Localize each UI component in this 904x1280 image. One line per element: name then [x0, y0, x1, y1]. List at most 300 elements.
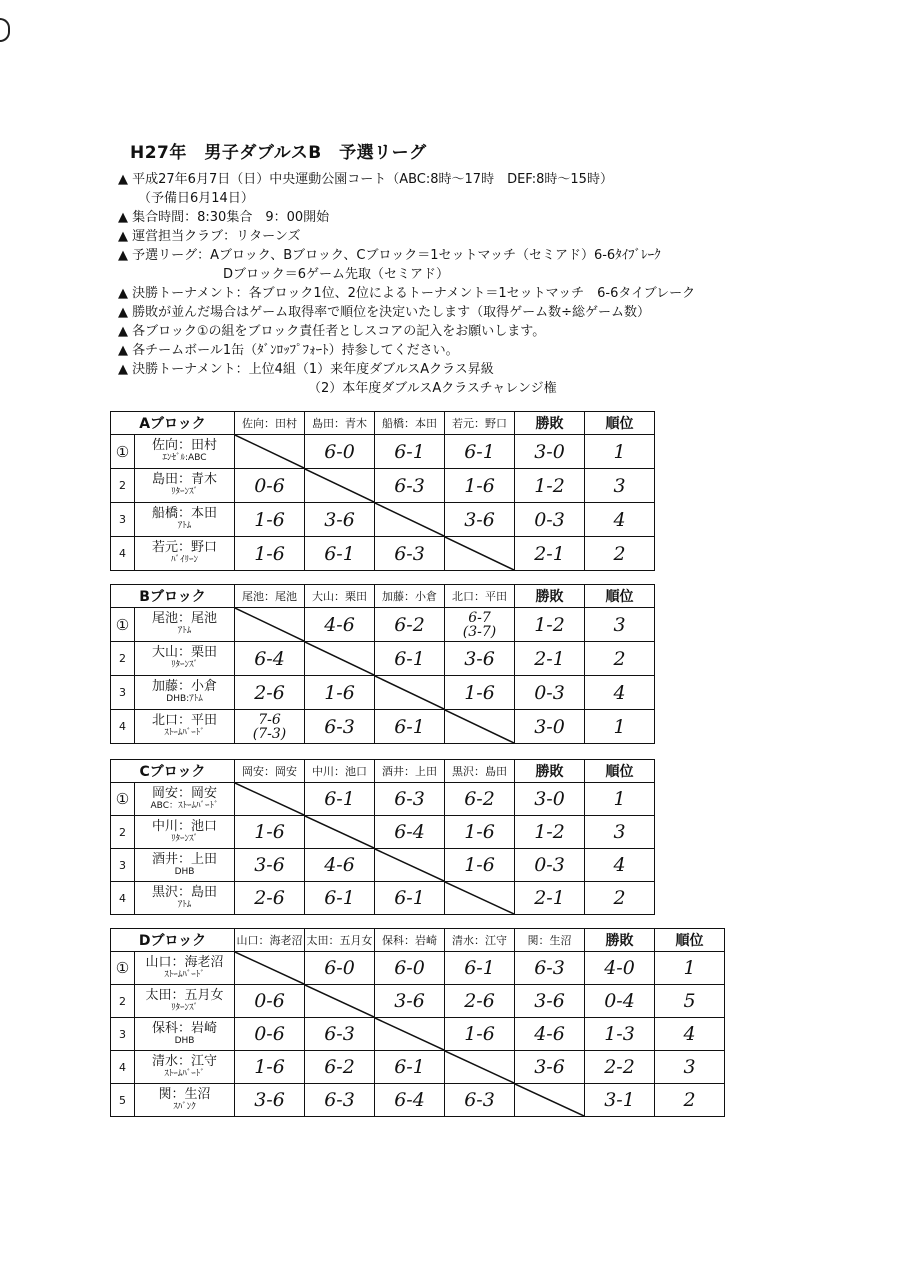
- diagonal-line: [445, 537, 514, 570]
- note-line: ▲ 決勝トーナメント：上位4組（1）来年度ダブルスAクラス昇級: [118, 362, 494, 377]
- score-value: 6-2: [464, 788, 495, 810]
- score-cell: [305, 783, 375, 816]
- score-cell: [515, 985, 585, 1018]
- pair-row: [111, 816, 655, 849]
- diagonal-line: [235, 783, 304, 815]
- score-cell: [235, 882, 305, 915]
- score-value: 6-1: [464, 440, 495, 463]
- pair-number: 5: [111, 1084, 135, 1117]
- score-cell: [445, 642, 515, 676]
- win-loss-value: 1-2: [515, 608, 585, 642]
- note-line: ▲ 予選リーグ：Aブロック、Bブロック、Cブロック＝1セットマッチ（セミアド）6-6ﾀｲﾌﾞﾚｰｸ: [118, 248, 661, 263]
- score-value: 1-6: [254, 821, 285, 843]
- pair-number: 4: [111, 882, 135, 915]
- pair-cell: [135, 537, 235, 571]
- win-loss-value: 3-0: [515, 710, 585, 744]
- note-line: ▲ 勝敗が並んだ場合はゲーム取得率で順位を決定いたします（取得ゲーム数÷総ゲーム数）: [118, 305, 651, 320]
- score-cell: [515, 1051, 585, 1084]
- score-value: 3-6: [394, 990, 425, 1012]
- score-cell: [445, 608, 515, 642]
- win-loss-value: 3-0: [515, 435, 585, 469]
- pair-club: DHB: [174, 1035, 195, 1046]
- block-name: Dブロック: [111, 929, 235, 952]
- self-match-cell: [235, 608, 305, 642]
- score-value: 6-0: [324, 440, 355, 463]
- self-match-cell: [375, 503, 445, 537]
- score-cell: [445, 816, 515, 849]
- win-loss-header: 勝敗: [585, 929, 655, 952]
- win-loss-value: 3-1: [585, 1084, 655, 1117]
- score-value: 2-6: [254, 681, 285, 704]
- rank-value: 2: [585, 537, 655, 571]
- pair-number: 2: [111, 816, 135, 849]
- pair-club: ｱﾄﾑ: [177, 626, 192, 636]
- pair-names: 尾池：尾池: [151, 611, 217, 626]
- pair-names: 保科：岩崎: [151, 1020, 217, 1036]
- score-cell: [235, 1051, 305, 1084]
- block-header-row: [111, 929, 795, 952]
- self-match-cell: [445, 882, 515, 915]
- pair-club: ｱﾄﾑ: [177, 521, 192, 531]
- score-value: 3-6: [254, 1089, 285, 1111]
- pair-row: [111, 1051, 795, 1084]
- diagonal-line: [445, 882, 514, 914]
- score-cell: [305, 503, 375, 537]
- score-value: 0-6: [254, 1023, 285, 1045]
- rank-value: 4: [585, 849, 655, 882]
- rank-value: 5: [655, 985, 725, 1018]
- pair-row: [111, 1018, 795, 1051]
- score-value: 6-3: [394, 474, 425, 497]
- note-line: ▲ 決勝トーナメント：各ブロック1位、2位によるトーナメント＝1セットマッチ 6-6タイブレーク: [118, 286, 696, 301]
- self-match-cell: [235, 783, 305, 816]
- pair-names: 大山：栗田: [151, 645, 217, 660]
- pair-number: 2: [111, 642, 135, 676]
- opponent-column-header: 佐向：田村: [235, 412, 305, 435]
- score-cell: [445, 435, 515, 469]
- score-value: 2-6: [254, 887, 285, 909]
- score-value: 6-1: [394, 887, 425, 909]
- score-cell: [445, 952, 515, 985]
- diagonal-line: [375, 676, 444, 709]
- win-loss-value: 2-1: [515, 537, 585, 571]
- pair-club: ｴﾝｾﾞﾙ:ABC: [162, 453, 207, 463]
- rank-value: 1: [655, 952, 725, 985]
- score-value: 1-6: [464, 854, 495, 876]
- score-cell: [235, 537, 305, 571]
- pair-names: 関：生沼: [158, 1086, 211, 1102]
- pair-number: 3: [111, 1018, 135, 1051]
- opponent-column-header: 船橋：本田: [375, 412, 445, 435]
- score-cell: [235, 1084, 305, 1117]
- block-header-row: [111, 412, 655, 435]
- win-loss-value: 3-0: [515, 783, 585, 816]
- block-name: Bブロック: [111, 585, 235, 608]
- pair-row: [111, 469, 655, 503]
- self-match-cell: [235, 435, 305, 469]
- score-value: 6-3: [324, 1089, 355, 1111]
- diagonal-line: [375, 503, 444, 536]
- score-value: 7-6: [258, 711, 281, 728]
- win-loss-value: 2-1: [515, 882, 585, 915]
- score-value: 1-6: [464, 474, 495, 497]
- score-value: 6-4: [254, 647, 285, 670]
- pair-names: 山口：海老沼: [145, 954, 224, 970]
- score-value: 4-6: [534, 1023, 565, 1045]
- score-cell: [445, 469, 515, 503]
- opponent-column-header: 加藤：小倉: [375, 585, 445, 608]
- pair-names: 佐向：田村: [151, 438, 217, 453]
- self-match-cell: [515, 1084, 585, 1117]
- score-cell: [305, 537, 375, 571]
- pair-cell: [135, 435, 235, 469]
- score-cell: [305, 952, 375, 985]
- self-match-cell: [305, 985, 375, 1018]
- score-value: 6-3: [464, 1089, 495, 1111]
- opponent-column-header: 太田：五月女: [305, 929, 375, 952]
- opponent-column-header: 保科：岩崎: [375, 929, 445, 952]
- diagonal-line: [375, 1018, 444, 1050]
- score-cell: [375, 783, 445, 816]
- score-value: 6-1: [394, 440, 425, 463]
- score-value: 6-1: [464, 957, 495, 979]
- score-value: 1-6: [464, 681, 495, 704]
- pair-number: 3: [111, 503, 135, 537]
- pair-cell: [135, 642, 235, 676]
- note-line: （2）本年度ダブルスAクラスチャレンジ権: [308, 381, 557, 396]
- score-cell: [515, 1018, 585, 1051]
- win-loss-value: 2-2: [585, 1051, 655, 1084]
- self-match-cell: [305, 469, 375, 503]
- pair-number: 3: [111, 676, 135, 710]
- score-cell: [445, 1084, 515, 1117]
- score-value: 6-0: [394, 957, 425, 979]
- score-value: 6-3: [534, 957, 565, 979]
- score-cell: [235, 676, 305, 710]
- opponent-column-header: 黒沢：島田: [445, 760, 515, 783]
- pair-number: 4: [111, 537, 135, 571]
- win-loss-value: 4-0: [585, 952, 655, 985]
- pair-club: ﾘﾀｰﾝｽﾞ: [170, 1002, 198, 1013]
- score-cell: [375, 1084, 445, 1117]
- opponent-column-header: 清水：江守: [445, 929, 515, 952]
- opponent-column-header: 尾池：尾池: [235, 585, 305, 608]
- pair-row: [111, 642, 655, 676]
- pair-cell: [135, 952, 235, 985]
- pair-cell: [135, 676, 235, 710]
- pair-names: 酒井：上田: [151, 851, 217, 867]
- score-cell: [445, 783, 515, 816]
- opponent-column-header: 酒井：上田: [375, 760, 445, 783]
- pair-club: ﾘﾀｰﾝｽﾞ: [170, 660, 198, 670]
- note-line: ▲ 集合時間：8:30集合 9：00開始: [118, 210, 330, 225]
- win-loss-value: 0-3: [515, 503, 585, 537]
- block-table: [110, 584, 655, 744]
- pair-club: ｽﾄｰﾑﾊﾞｰﾄﾞ: [164, 728, 205, 738]
- pair-cell: [135, 710, 235, 744]
- block-name: Aブロック: [111, 412, 235, 435]
- score-cell: [235, 1018, 305, 1051]
- diagonal-line: [305, 985, 374, 1017]
- score-cell: [235, 816, 305, 849]
- rank-value: 4: [655, 1018, 725, 1051]
- pair-row: [111, 537, 655, 571]
- rank-value: 4: [585, 676, 655, 710]
- score-cell: [235, 985, 305, 1018]
- self-match-cell: [375, 849, 445, 882]
- pair-names: 加藤：小倉: [151, 679, 217, 694]
- score-value: 1-6: [464, 821, 495, 843]
- pair-club: ｽﾄｰﾑﾊﾞｰﾄﾞ: [164, 969, 205, 980]
- block-header-row: [111, 585, 655, 608]
- opponent-column-header: 中川：池口: [305, 760, 375, 783]
- score-cell: [305, 710, 375, 744]
- pair-cell: [135, 1051, 235, 1084]
- pair-names: 北口：平田: [151, 713, 217, 728]
- score-value: 6-7: [468, 609, 491, 626]
- score-value: 3-6: [464, 647, 495, 670]
- pair-row: [111, 783, 655, 816]
- score-value: 0-6: [254, 474, 285, 497]
- block-table: [110, 759, 655, 915]
- pair-club: ﾘﾀｰﾝｽﾞ: [170, 833, 198, 844]
- win-loss-header: 勝敗: [515, 412, 585, 435]
- pair-row: [111, 608, 655, 642]
- score-cell: [375, 608, 445, 642]
- pair-cell: [135, 608, 235, 642]
- win-loss-value: 2-1: [515, 642, 585, 676]
- score-cell: [375, 435, 445, 469]
- score-cell: [375, 537, 445, 571]
- score-cell: [235, 710, 305, 744]
- pair-club: ﾊﾞｲﾘｰﾝ: [170, 555, 198, 565]
- rank-value: 2: [655, 1084, 725, 1117]
- score-value: 3-6: [534, 1056, 565, 1078]
- score-value: 6-4: [394, 1089, 425, 1111]
- pair-number: ①: [111, 608, 135, 642]
- opponent-column-header: 若元：野口: [445, 412, 515, 435]
- pair-cell: [135, 1018, 235, 1051]
- pair-club: ABC：ｽﾄｰﾑﾊﾞｰﾄﾞ: [150, 800, 219, 811]
- pair-row: [111, 985, 795, 1018]
- score-value: 1-6: [254, 542, 285, 565]
- score-value: 6-3: [324, 715, 355, 738]
- score-cell: [305, 1084, 375, 1117]
- score-value: 3-6: [254, 854, 285, 876]
- win-loss-value: 1-3: [585, 1018, 655, 1051]
- win-loss-header: 勝敗: [515, 760, 585, 783]
- pair-cell: [135, 985, 235, 1018]
- note-line: Dブロック＝6ゲーム先取（セミアド）: [223, 267, 450, 282]
- rank-header: 順位: [585, 412, 655, 435]
- win-loss-header: 勝敗: [515, 585, 585, 608]
- diagonal-line: [305, 469, 374, 502]
- win-loss-value: 1-2: [515, 816, 585, 849]
- score-value: 0-6: [254, 990, 285, 1012]
- pair-club: DHB:ｱﾄﾑ: [166, 694, 203, 704]
- score-cell: [305, 1018, 375, 1051]
- block-table: [110, 411, 655, 571]
- pair-row: [111, 882, 655, 915]
- score-value: 6-0: [324, 957, 355, 979]
- diagonal-line: [445, 1051, 514, 1083]
- rank-value: 3: [585, 816, 655, 849]
- score-value: 6-3: [324, 1023, 355, 1045]
- score-cell: [445, 676, 515, 710]
- score-value: 6-1: [394, 647, 425, 670]
- pair-cell: [135, 1084, 235, 1117]
- self-match-cell: [305, 816, 375, 849]
- score-cell: [445, 849, 515, 882]
- pair-number: ①: [111, 783, 135, 816]
- score-cell: [235, 503, 305, 537]
- score-value: 4-6: [324, 613, 355, 636]
- score-value: 3-6: [464, 508, 495, 531]
- pair-club: DHB: [174, 866, 195, 877]
- self-match-cell: [375, 676, 445, 710]
- opponent-column-header: 山口：海老沼: [235, 929, 305, 952]
- rank-value: 1: [585, 783, 655, 816]
- pair-cell: [135, 849, 235, 882]
- pair-cell: [135, 816, 235, 849]
- score-value: 3-6: [324, 508, 355, 531]
- rank-value: 3: [655, 1051, 725, 1084]
- score-value: 1-6: [324, 681, 355, 704]
- score-cell: [375, 710, 445, 744]
- pair-row: [111, 676, 655, 710]
- rank-value: 1: [585, 710, 655, 744]
- score-value: 6-1: [324, 788, 355, 810]
- score-value: 6-4: [394, 821, 425, 843]
- note-line: （予備日6月14日）: [138, 191, 254, 206]
- pair-cell: [135, 882, 235, 915]
- self-match-cell: [305, 642, 375, 676]
- self-match-cell: [375, 1018, 445, 1051]
- page-title: H27年 男子ダブルスB 予選リーグ: [130, 143, 427, 163]
- score-value: 6-3: [394, 542, 425, 565]
- self-match-cell: [445, 1051, 515, 1084]
- score-cell: [375, 816, 445, 849]
- pair-names: 中川：池口: [151, 818, 217, 834]
- pair-club: ｽﾄｰﾑﾊﾞｰﾄﾞ: [164, 1068, 205, 1079]
- self-match-cell: [445, 537, 515, 571]
- score-value: 6-1: [324, 542, 355, 565]
- diagonal-line: [445, 710, 514, 743]
- rank-value: 3: [585, 608, 655, 642]
- score-value: 6-1: [324, 887, 355, 909]
- win-loss-value: 0-3: [515, 676, 585, 710]
- pair-names: 太田：五月女: [145, 987, 224, 1003]
- pair-number: 4: [111, 710, 135, 744]
- diagonal-line: [235, 435, 304, 468]
- pair-number: 4: [111, 1051, 135, 1084]
- pair-cell: [135, 503, 235, 537]
- rank-value: 1: [585, 435, 655, 469]
- pair-names: 船橋：本田: [151, 506, 217, 521]
- page-corner-mark: [0, 18, 10, 42]
- rank-header: 順位: [655, 929, 725, 952]
- pair-names: 若元：野口: [151, 540, 217, 555]
- pair-row: [111, 849, 655, 882]
- pair-number: 3: [111, 849, 135, 882]
- note-line: ▲ 運営担当クラブ：リターンズ: [118, 229, 301, 244]
- diagonal-line: [515, 1084, 584, 1116]
- score-value: (3-7): [462, 623, 497, 640]
- pair-club: ﾘﾀｰﾝｽﾞ: [170, 487, 198, 497]
- pair-club: ｽﾊﾞﾝｸ: [173, 1101, 196, 1112]
- pair-number: ①: [111, 952, 135, 985]
- notes-list: [118, 170, 838, 398]
- score-cell: [445, 503, 515, 537]
- opponent-column-header: 岡安：岡安: [235, 760, 305, 783]
- score-cell: [305, 435, 375, 469]
- diagonal-line: [235, 608, 304, 641]
- rank-value: 4: [585, 503, 655, 537]
- rank-value: 2: [585, 642, 655, 676]
- pair-names: 岡安：岡安: [151, 785, 217, 801]
- diagonal-line: [375, 849, 444, 881]
- block-name: Cブロック: [111, 760, 235, 783]
- pair-number: ①: [111, 435, 135, 469]
- pair-names: 黒沢：島田: [151, 884, 217, 900]
- note-line: ▲ 各ブロック①の組をブロック責任者としスコアの記入をお願いします。: [118, 324, 546, 339]
- opponent-column-header: 大山：栗田: [305, 585, 375, 608]
- block-header-row: [111, 760, 655, 783]
- score-value: 1-6: [254, 508, 285, 531]
- block-table: [110, 928, 795, 1117]
- opponent-column-header: 関：生沼: [515, 929, 585, 952]
- score-value: 2-6: [464, 990, 495, 1012]
- score-cell: [305, 1051, 375, 1084]
- win-loss-value: 0-4: [585, 985, 655, 1018]
- score-value: 6-1: [394, 715, 425, 738]
- rank-header: 順位: [585, 585, 655, 608]
- score-cell: [305, 882, 375, 915]
- diagonal-line: [305, 642, 374, 675]
- pair-number: 2: [111, 985, 135, 1018]
- win-loss-value: 1-2: [515, 469, 585, 503]
- score-value: 6-3: [394, 788, 425, 810]
- score-cell: [305, 608, 375, 642]
- score-cell: [305, 676, 375, 710]
- pair-cell: [135, 469, 235, 503]
- diagonal-line: [305, 816, 374, 848]
- pair-number: 2: [111, 469, 135, 503]
- score-cell: [445, 1018, 515, 1051]
- score-cell: [375, 469, 445, 503]
- pair-names: 島田：青木: [151, 472, 217, 487]
- score-cell: [375, 1051, 445, 1084]
- score-value: 6-2: [394, 613, 425, 636]
- score-value: 4-6: [324, 854, 355, 876]
- rank-header: 順位: [585, 760, 655, 783]
- score-cell: [445, 985, 515, 1018]
- score-value: (7-3): [252, 725, 287, 742]
- rank-value: 3: [585, 469, 655, 503]
- score-value: 1-6: [464, 1023, 495, 1045]
- score-cell: [375, 642, 445, 676]
- score-value: 6-1: [394, 1056, 425, 1078]
- pair-cell: [135, 783, 235, 816]
- pair-row: [111, 435, 655, 469]
- opponent-column-header: 北口：平田: [445, 585, 515, 608]
- score-cell: [375, 882, 445, 915]
- score-value: 3-6: [534, 990, 565, 1012]
- pair-names: 清水：江守: [151, 1053, 217, 1069]
- pair-row: [111, 503, 655, 537]
- self-match-cell: [445, 710, 515, 744]
- score-cell: [375, 985, 445, 1018]
